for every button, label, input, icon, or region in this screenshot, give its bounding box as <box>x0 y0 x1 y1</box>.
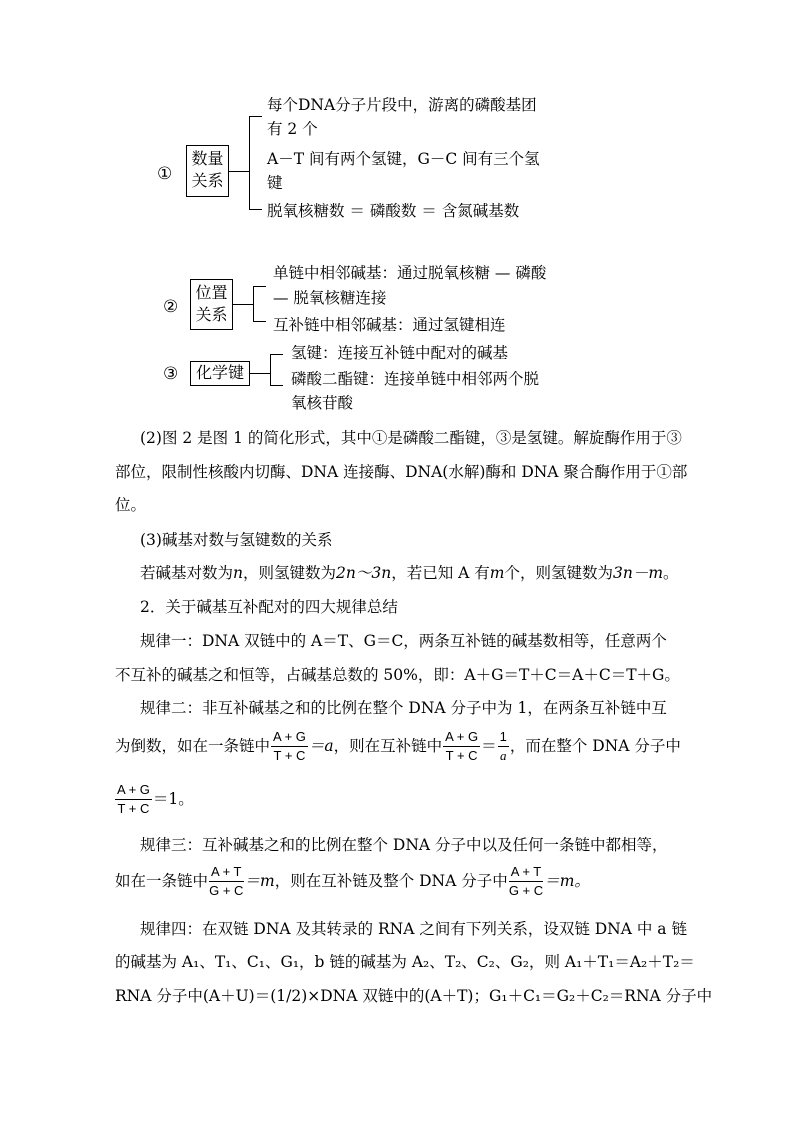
rule1-line1: 规律一：DNA 双链中的 A＝T、G＝C，两条互补链的碱基数相等，任意两个 <box>140 632 667 650</box>
box-chemical-bond <box>190 361 250 386</box>
marker-2: ② <box>163 297 179 317</box>
text: ，则在互补链中 <box>333 736 443 755</box>
box-line: 关系 <box>195 305 228 324</box>
diagram-item: 单链中相邻碱基：通过脱氧核糖 — 磷酸 <box>273 264 547 282</box>
marker-3: ③ <box>163 364 179 384</box>
diagram-item: 键 <box>267 174 283 192</box>
brace-line <box>270 354 271 386</box>
frac-den: G + C <box>209 883 244 899</box>
box-line: 数量 <box>191 149 224 168</box>
box-line: 位置 <box>195 283 228 302</box>
rule4-line1: 规律四：在双链 DNA 及其转录的 RNA 之间有下列关系，设双链 DNA 中 a 链 <box>140 920 687 938</box>
diagram-item: — 脱氧核糖连接 <box>273 289 387 307</box>
diagram-item: A－T 间有两个氢键，G－C 间有三个氢 <box>267 150 540 168</box>
rule1-line2: 不互补的碱基之和恒等，占碱基总数的 50%，即：A＋G＝T＋C＝A＋C＝T＋G。 <box>115 666 680 684</box>
rule3-line2 <box>115 864 685 900</box>
diagram-item: 磷酸二酯键：连接单链中相邻两个脱 <box>291 370 540 388</box>
rule4-line3: RNA 分子中(A＋U)＝(1/2)×DNA 双链中的(A＋T)；G₁＋C₁＝G₂＋C₂＝RNA 分子中 <box>115 987 713 1005</box>
equation: ＝m。 <box>544 871 590 890</box>
diagram-item: 互补链中相邻碱基：通过氢键相连 <box>273 316 506 334</box>
fraction-at-gc <box>509 864 543 900</box>
brace-tick <box>270 385 283 386</box>
var-m: m <box>489 564 505 582</box>
var-n: n <box>233 564 243 582</box>
fraction-inverse <box>498 729 509 765</box>
text: ，则在互补链及整个 DNA 分子中 <box>274 871 508 890</box>
box-line: 关系 <box>191 171 224 190</box>
para3-text <box>140 566 710 582</box>
brace-tick <box>270 354 283 355</box>
fraction-ag-tc <box>443 729 480 765</box>
marker-1: ① <box>157 164 173 184</box>
frac-den: a <box>499 748 507 764</box>
diagram-item: 氧核苷酸 <box>291 394 354 412</box>
brace-tick <box>249 116 262 117</box>
section2-heading: 2．关于碱基互补配对的四大规律总结 <box>140 598 398 616</box>
text: 如在一条链中 <box>115 871 209 890</box>
frac-den: T + C <box>273 748 306 764</box>
frac-den: T + C <box>445 748 478 764</box>
diagram-item: 有 2 个 <box>267 120 318 138</box>
para2-line1: (2)图 2 是图 1 的简化形式，其中①是磷酸二酯键，③是氢键。解旋酶作用于③ <box>140 429 682 447</box>
equation: ＝a <box>308 736 334 755</box>
rule2-line3 <box>115 782 685 818</box>
text: ，若已知 A 有 <box>391 564 490 582</box>
brace-tick <box>249 209 262 210</box>
frac-den: G + C <box>508 883 544 899</box>
equation: ＝ <box>481 736 497 755</box>
connector <box>229 171 249 172</box>
frac-den: T + C <box>117 801 150 817</box>
rule2-line2 <box>115 729 685 765</box>
brace-tick <box>253 286 266 287</box>
equation: ＝m <box>244 871 275 890</box>
brace-line <box>253 286 254 322</box>
text: 个，则氢键数为 <box>504 564 613 582</box>
frac-num: A + G <box>443 729 480 747</box>
text: 。 <box>663 564 679 582</box>
frac-num: A + G <box>271 729 308 747</box>
para2-line3: 位。 <box>115 496 147 514</box>
frac-num: A + G <box>115 782 152 800</box>
equation: ＝1。 <box>152 789 194 808</box>
connector <box>250 373 270 374</box>
rule3-line1: 规律三：互补碱基之和的比例在整个 DNA 分子中以及任何一条链中都相等， <box>140 836 668 854</box>
expr: 3n－m <box>613 564 664 582</box>
brace-line <box>249 116 250 210</box>
text: ，而在整个 DNA 分子中 <box>509 736 681 755</box>
frac-num: 1 <box>498 729 509 747</box>
connector <box>233 304 253 305</box>
brace-tick <box>253 321 266 322</box>
diagram-item: 氢键：连接互补链中配对的碱基 <box>291 344 509 362</box>
box-quantity-relation <box>186 145 229 197</box>
diagram-item: 每个DNA分子片段中，游离的磷酸基团 <box>267 96 537 114</box>
box-line: 化学键 <box>195 363 244 382</box>
para2-line2: 部位，限制性核酸内切酶、DNA 连接酶、DNA(水解)酶和 DNA 聚合酶作用于①部 <box>115 463 688 481</box>
para3-heading: (3)碱基对数与氢键数的关系 <box>140 531 333 549</box>
frac-num: A + T <box>209 864 243 882</box>
text: 若碱基对数为 <box>140 564 234 582</box>
text: ，则氢键数为 <box>243 564 337 582</box>
fraction-ag-tc <box>115 782 152 818</box>
rule4-line2: 的碱基为 A₁、T₁、C₁、G₁，b 链的碱基为 A₂、T₂、C₂、G₂，则 A₁＋T₁＝A₂＋T₂＝ <box>115 953 695 971</box>
rule2-line1: 规律二：非互补碱基之和的比例在整个 DNA 分子中为 1，在两条互补链中互 <box>140 699 667 717</box>
diagram-item: 脱氧核糖数 ＝ 磷酸数 ＝ 含氮碱基数 <box>267 202 520 220</box>
text: 为倒数，如在一条链中 <box>115 736 271 755</box>
expr: 2n～3n <box>336 564 392 582</box>
box-position-relation <box>190 279 233 330</box>
fraction-at-gc <box>209 864 243 900</box>
frac-num: A + T <box>509 864 543 882</box>
fraction-ag-tc <box>271 729 308 765</box>
